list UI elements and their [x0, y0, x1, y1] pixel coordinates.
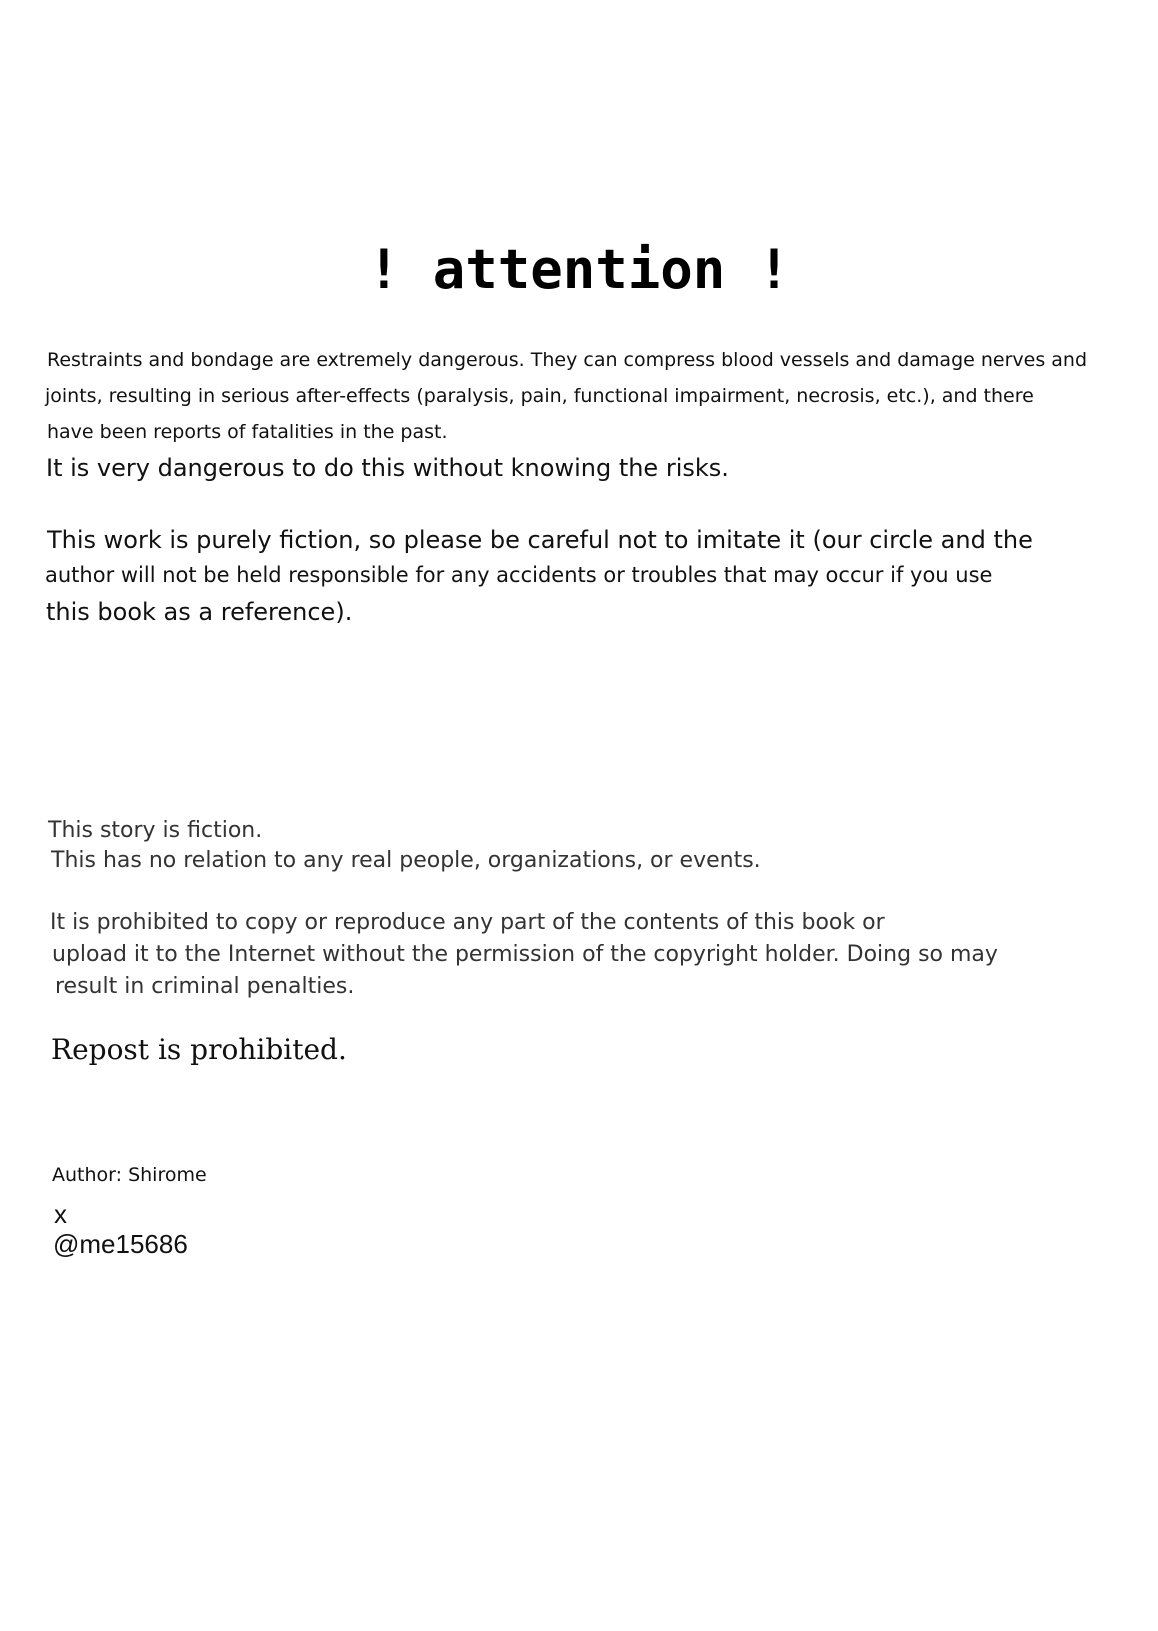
story-notice-line: This has no relation to any real people, organizations, or events.: [51, 848, 761, 873]
fiction-notice-line: this book as a reference).: [46, 598, 353, 626]
warning-emphasis: It is very dangerous to do this without knowing the risks.: [46, 454, 729, 482]
social-handle: @me15686: [53, 1229, 188, 1259]
fiction-notice-line: author will not be held responsible for any accidents or troubles that may occur if you use: [45, 563, 993, 587]
copyright-line: result in criminal penalties.: [55, 974, 355, 999]
warning-line: have been reports of fatalities in the past.: [47, 421, 448, 443]
page-title: ! attention !: [367, 238, 791, 301]
repost-notice: Repost is prohibited.: [51, 1033, 347, 1066]
copyright-line: upload it to the Internet without the permission of the copyright holder. Doing so may: [52, 942, 998, 967]
fiction-notice-line: This work is purely fiction, so please be careful not to imitate it (our circle and the: [47, 526, 1033, 554]
social-platform-label: x: [54, 1199, 67, 1229]
copyright-line: It is prohibited to copy or reproduce any part of the contents of this book or: [50, 910, 885, 935]
author-label: Author: Shirome: [52, 1164, 207, 1186]
warning-line: joints, resulting in serious after-effects (paralysis, pain, functional impairment, necrosis, etc.), and there: [45, 385, 1034, 407]
story-notice-line: This story is fiction.: [48, 818, 263, 843]
warning-line: Restraints and bondage are extremely dangerous. They can compress blood vessels and damage nerves and: [47, 349, 1088, 371]
